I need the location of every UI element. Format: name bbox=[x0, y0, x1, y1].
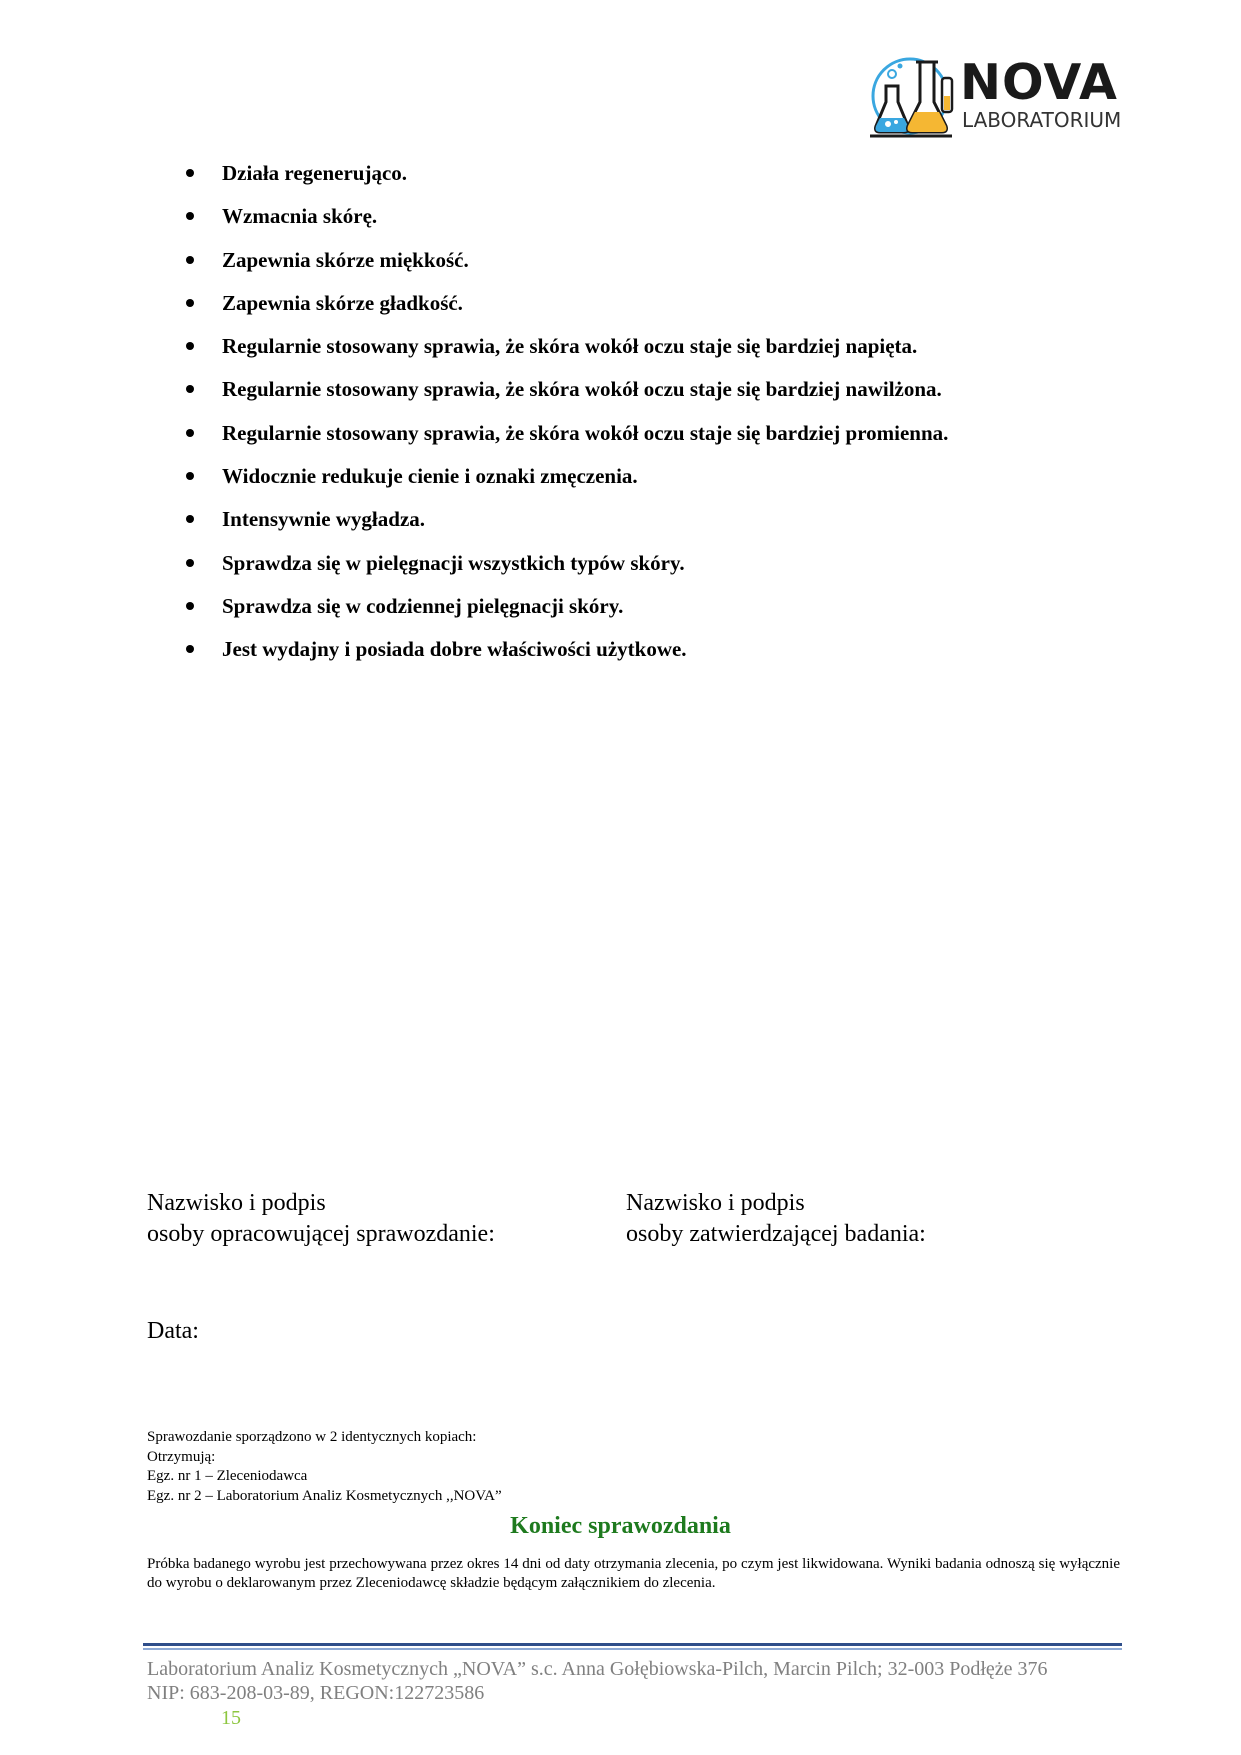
bullet-icon bbox=[186, 212, 194, 220]
bullet-icon bbox=[186, 602, 194, 610]
footer-divider-secondary bbox=[143, 1648, 1122, 1650]
bullet-icon bbox=[186, 385, 194, 393]
list-item bbox=[186, 506, 948, 549]
copies-note bbox=[147, 1428, 502, 1506]
list-item bbox=[186, 636, 948, 679]
flask-logo-icon bbox=[868, 52, 960, 142]
claim-text: Sprawdza się w codziennej pielęgnacji skóry. bbox=[222, 593, 624, 618]
claim-text: Regularnie stosowany sprawia, że skóra wokół oczu staje się bardziej promienna. bbox=[222, 420, 949, 445]
claim-text: Wzmacnia skórę. bbox=[222, 204, 378, 229]
product-claims-list bbox=[186, 160, 948, 680]
signature-block-author bbox=[147, 1188, 495, 1250]
end-of-report-title: Koniec sprawozdania bbox=[510, 1513, 731, 1539]
list-item bbox=[186, 290, 948, 333]
claim-text: Zapewnia skórze gładkość. bbox=[222, 290, 463, 315]
footer-divider bbox=[143, 1643, 1122, 1646]
bullet-icon bbox=[186, 472, 194, 480]
signature-label: Nazwisko i podpis bbox=[626, 1190, 805, 1216]
claim-text: Sprawdza się w pielęgnacji wszystkich typów skóry. bbox=[222, 550, 685, 575]
list-item bbox=[186, 463, 948, 506]
bullet-icon bbox=[186, 645, 194, 653]
claim-text: Zapewnia skórze miękkość. bbox=[222, 247, 469, 272]
list-item bbox=[186, 420, 948, 463]
copies-line: Otrzymują: bbox=[147, 1448, 216, 1465]
claim-text: Regularnie stosowany sprawia, że skóra wokół oczu staje się bardziej napięta. bbox=[222, 334, 918, 359]
nova-logo bbox=[868, 52, 1128, 142]
bullet-icon bbox=[186, 256, 194, 264]
list-item bbox=[186, 333, 948, 376]
signature-block-approver bbox=[626, 1188, 926, 1250]
list-item bbox=[186, 247, 948, 290]
list-item bbox=[186, 160, 948, 203]
date-label: Data: bbox=[147, 1318, 199, 1344]
bullet-icon bbox=[186, 299, 194, 307]
claim-text: Działa regenerująco. bbox=[222, 161, 408, 185]
footer-address: Laboratorium Analiz Kosmetycznych „NOVA” s.c. Anna Gołębiowska-Pilch, Marcin Pilch; 32-003 Podłęże 376 bbox=[147, 1658, 1048, 1680]
list-item bbox=[186, 550, 948, 593]
signature-role: osoby zatwierdzającej badania: bbox=[626, 1221, 926, 1247]
logo-name: NOVA bbox=[960, 54, 1118, 111]
bullet-icon bbox=[186, 169, 194, 177]
copies-line: Egz. nr 1 – Zleceniodawca bbox=[147, 1468, 308, 1484]
copies-line: Sprawozdanie sporządzono w 2 identycznych kopiach: bbox=[147, 1429, 477, 1445]
bullet-icon bbox=[186, 559, 194, 567]
claim-text: Regularnie stosowany sprawia, że skóra wokół oczu staje się bardziej nawilżona. bbox=[222, 377, 942, 402]
page-number: 15 bbox=[221, 1707, 241, 1729]
signature-label: Nazwisko i podpis bbox=[147, 1190, 326, 1216]
bullet-icon bbox=[186, 429, 194, 437]
list-item bbox=[186, 376, 948, 419]
signature-role: osoby opracowującej sprawozdanie: bbox=[147, 1221, 495, 1247]
footer-registry: NIP: 683-208-03-89, REGON:122723586 bbox=[147, 1682, 485, 1704]
bullet-icon bbox=[186, 515, 194, 523]
claim-text: Intensywnie wygładza. bbox=[222, 507, 426, 532]
disclaimer-text: Próbka badanego wyrobu jest przechowywana przez okres 14 dni od daty otrzymania zlecenia, po czym jest likwidowana. Wyniki badania odnoszą się wyłącznie do wyrobu o deklarowanym przez Zleceniodawcę składzie będącym załącznikiem do zlecenia. bbox=[147, 1556, 1120, 1591]
logo-subtitle: LABORATORIUM bbox=[962, 108, 1122, 132]
claim-text: Jest wydajny i posiada dobre właściwości użytkowe. bbox=[222, 637, 687, 662]
copies-line: Egz. nr 2 – Laboratorium Analiz Kosmetycznych ,,NOVA” bbox=[147, 1487, 502, 1504]
bullet-icon bbox=[186, 342, 194, 350]
footer bbox=[147, 1657, 1048, 1705]
list-item bbox=[186, 203, 948, 246]
list-item bbox=[186, 593, 948, 636]
claim-text: Widocznie redukuje cienie i oznaki zmęczenia. bbox=[222, 464, 638, 489]
